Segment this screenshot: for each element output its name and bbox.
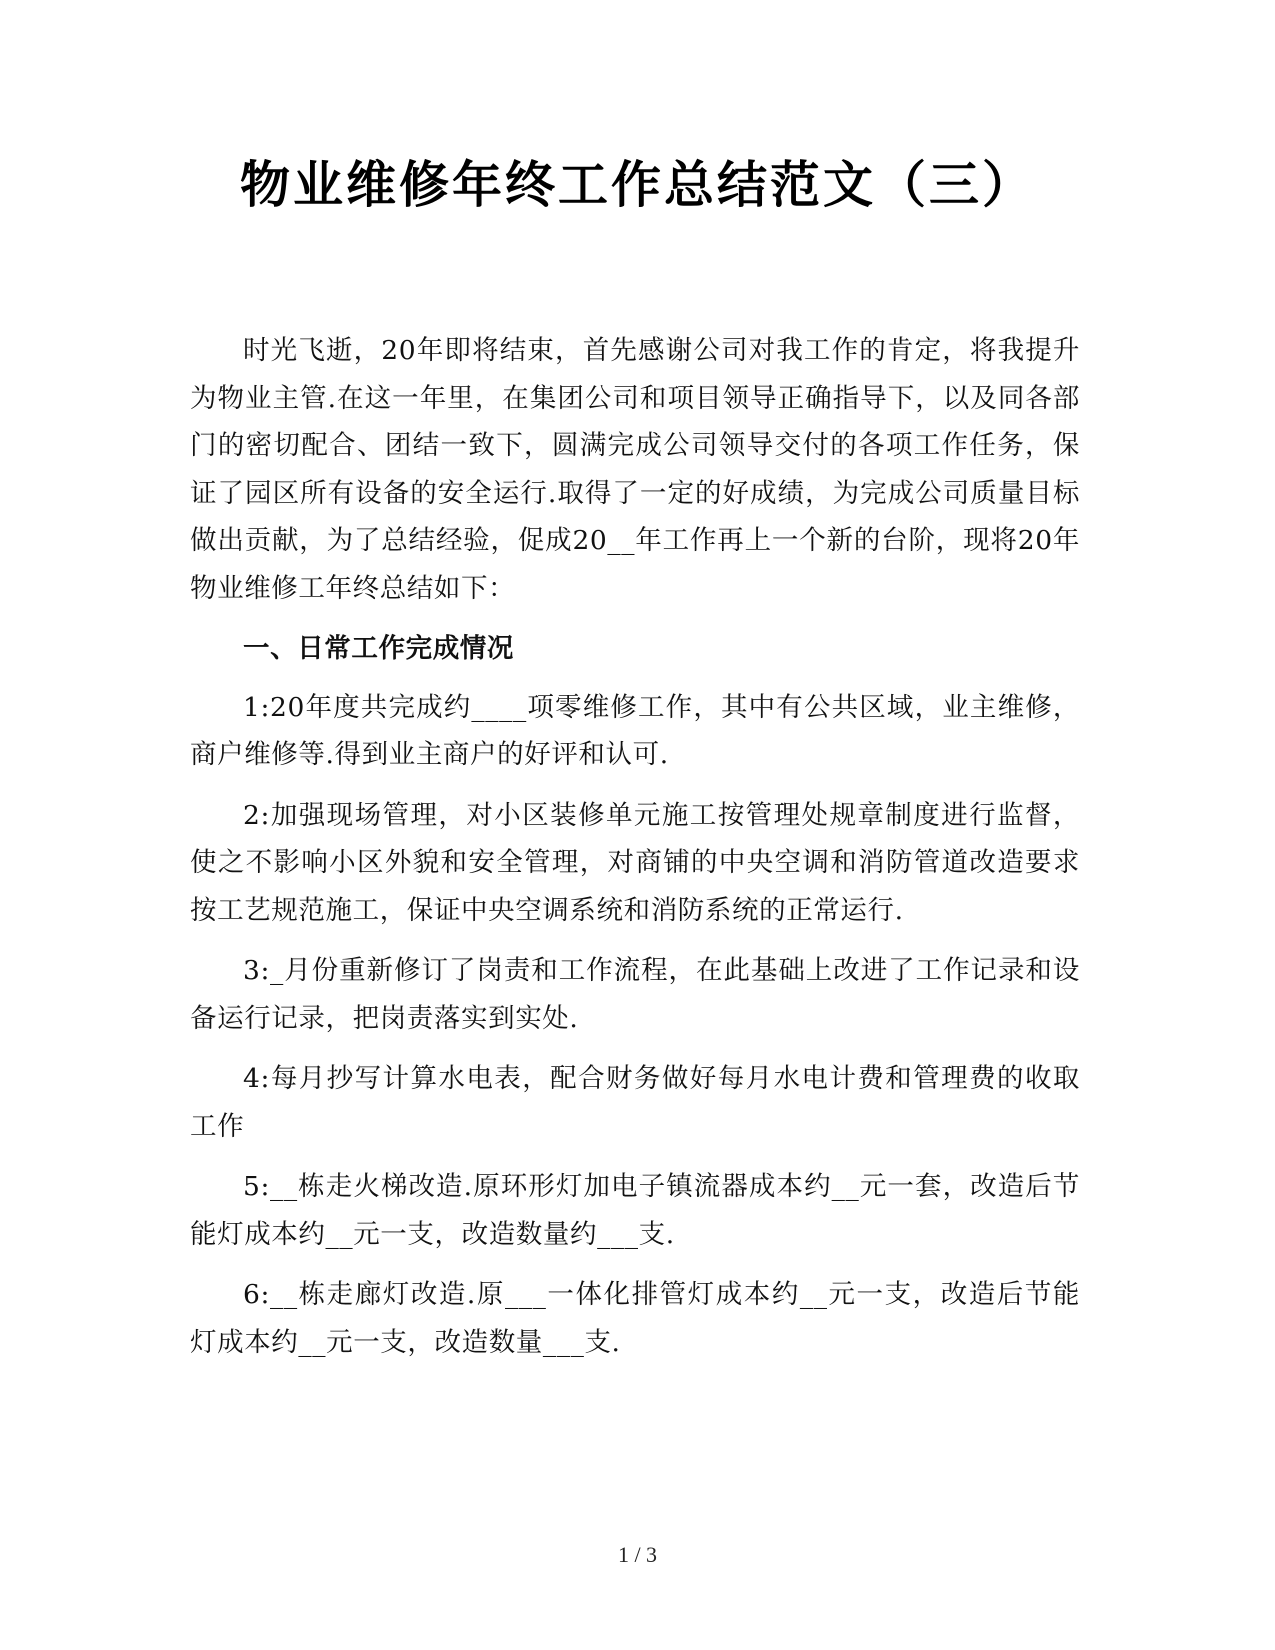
document-title: 物业维修年终工作总结范文（三） [240, 156, 1035, 214]
document-body [190, 327, 1080, 1379]
page-number: 1 / 3 [617, 1542, 658, 1567]
list-item: 3:_月份重新修订了岗责和工作流程，在此基础上改进了工作记录和设备运行记录，把岗责落实到实处. [190, 955, 1080, 1034]
intro-paragraph: 时光飞逝，20年即将结束，首先感谢公司对我工作的肯定，将我提升为物业主管.在这一年里，在集团公司和项目领导正确指导下，以及同各部门的密切配合、团结一致下，圆满完成公司领导交付的各项工作任务，保证了园区所有设备的安全运行.取得了一定的好成绩，为完成公司质量目标做出贡献，为了总结经验，促成20__年工作再上一个新的台阶，现将20年物业维修工年终总结如下： [190, 335, 1080, 604]
list-item: 6:__栋走廊灯改造.原___一体化排管灯成本约__元一支，改造后节能灯成本约__元一支，改造数量___支. [190, 1279, 1080, 1358]
list-item: 1:20年度共完成约____项零维修工作，其中有公共区域，业主维修，商户维修等.得到业主商户的好评和认可. [190, 691, 1080, 770]
list-item: 2:加强现场管理，对小区装修单元施工按管理处规章制度进行监督，使之不影响小区外貌和安全管理，对商铺的中央空调和消防管道改造要求按工艺规范施工，保证中央空调系统和消防系统的正常运行. [190, 799, 1080, 926]
list-item: 4:每月抄写计算水电表，配合财务做好每月水电计费和管理费的收取工作 [190, 1063, 1080, 1142]
list-item: 5:__栋走火梯改造.原环形灯加电子镇流器成本约__元一套，改造后节能灯成本约__元一支，改造数量约___支. [190, 1171, 1080, 1250]
section-heading: 一、日常工作完成情况 [243, 633, 514, 664]
